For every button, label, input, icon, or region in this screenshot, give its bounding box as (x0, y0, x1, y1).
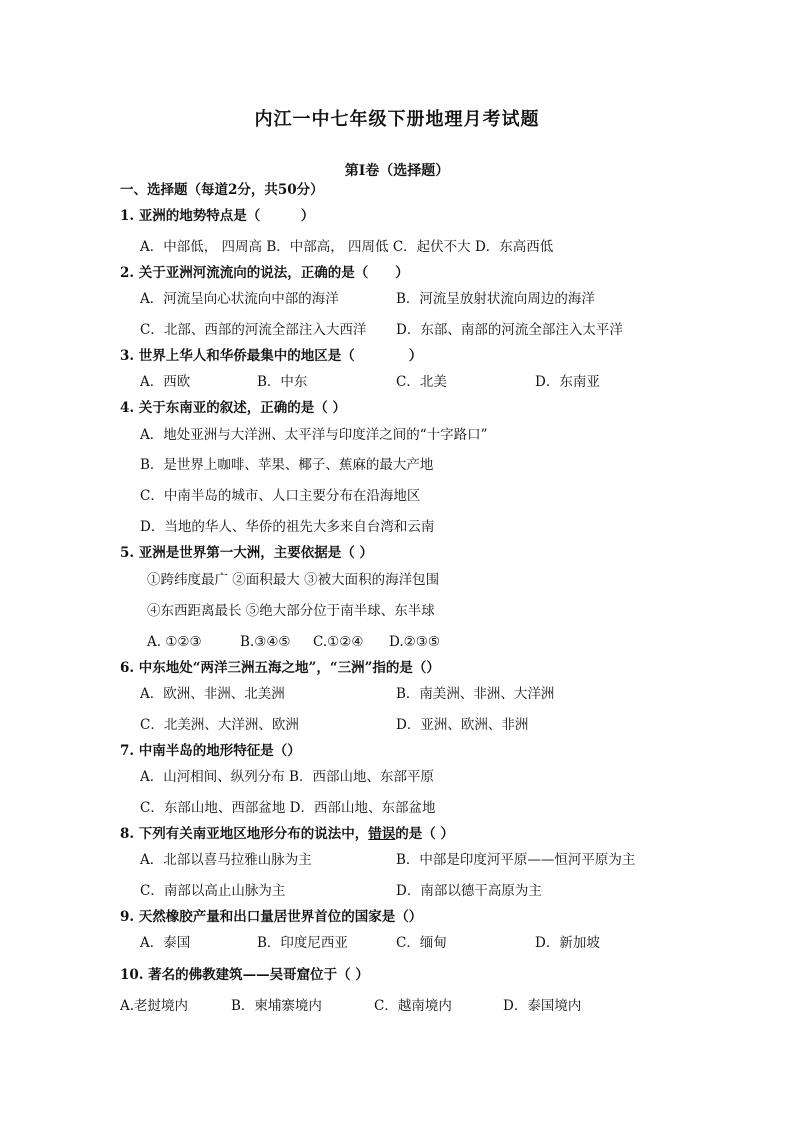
question-3-option-b: B．中东 (257, 374, 308, 390)
question-2-option-c: C．北部、西部的河流全部注入大西洋 (140, 322, 367, 338)
question-8-stem-after: 的是（ ） (395, 826, 454, 842)
question-5-option-c: C.①②④ (313, 634, 364, 650)
question-6-option-d: D．亚洲、欧洲、非洲 (396, 717, 529, 733)
question-3-option-d: D．东南亚 (535, 374, 600, 390)
question-8-stem (120, 825, 454, 843)
question-8-option-b: B．中部是印度河平原——恒河平原为主 (396, 852, 636, 868)
part-title: 第Ⅰ卷（选择题） (344, 163, 450, 179)
question-4-option-a: A．地处亚洲与大洋洲、太平洋与印度洋之间的“十字路口” (140, 427, 488, 443)
question-6-option-a: A．欧洲、非洲、北美洲 (140, 686, 285, 702)
question-8-option-d: D．南部以德干高原为主 (396, 883, 542, 899)
question-5-statements-2: ④东西距离最长 ⑤绝大部分位于南半球、东半球 (147, 603, 435, 619)
question-5-option-a: A. ①②③ (147, 634, 202, 650)
question-9-option-a: A．泰国 (140, 935, 191, 951)
question-7-options-ab: A．山河相间、纵列分布 B．西部山地、东部平原 (140, 769, 434, 785)
question-10-option-d: D．泰国境内 (503, 998, 582, 1014)
question-9-option-d: D．新加坡 (535, 935, 600, 951)
question-2-option-a: A．河流呈向心状流向中部的海洋 (140, 291, 339, 307)
question-6-stem: 6. 中东地处“两洋三洲五海之地”，“三洲”指的是（） (120, 660, 440, 676)
question-10-option-b: B．柬埔寨境内 (231, 998, 322, 1014)
question-10-stem: 10. 著名的佛教建筑——吴哥窟位于（ ） (120, 967, 369, 983)
question-4-stem: 4. 关于东南亚的叙述，正确的是（ ） (120, 400, 346, 416)
question-4-option-c: C．中南半岛的城市、人口主要分布在沿海地区 (140, 488, 421, 504)
question-5-option-b: B.③④⑤ (240, 634, 291, 650)
question-4-option-b: B．是世界上咖啡、苹果、椰子、蕉麻的最大产地 (140, 457, 434, 473)
question-10-option-c: C．越南境内 (374, 998, 452, 1014)
question-7-options-cd: C．东部山地、西部盆地 D．西部山地、东部盆地 (140, 800, 436, 816)
question-5-statements-1: ①跨纬度最广 ②面积最大 ③被大面积的海洋包围 (147, 572, 440, 588)
question-8-option-c: C．南部以高止山脉为主 (140, 883, 286, 899)
question-8-stem-before: 8. 下列有关南亚地区地形分布的说法中， (120, 826, 369, 842)
question-1-stem: 1. 亚洲的地势特点是（ ） (120, 208, 315, 224)
question-3-stem: 3. 世界上华人和华侨最集中的地区是（ ） (120, 348, 423, 364)
question-2-option-d: D．东部、南部的河流全部注入太平洋 (396, 322, 623, 338)
question-6-option-c: C．北美洲、大洋洲、欧洲 (140, 717, 299, 733)
question-5-option-d: D.②③⑤ (389, 634, 440, 650)
question-1-options: A．中部低， 四周高 B．中部高， 四周低 C．起伏不大 D．东高西低 (140, 239, 554, 255)
question-9-option-b: B．印度尼西亚 (257, 935, 348, 951)
question-5-stem: 5. 亚洲是世界第一大洲，主要依据是（ ） (120, 545, 373, 561)
question-10-option-a: A.老挝境内 (120, 998, 189, 1014)
exam-title: 内江一中七年级下册地理月考试题 (254, 109, 540, 130)
section-heading: 一、选择题（每道2分，共50分） (120, 182, 324, 198)
question-3-option-c: C．北美 (396, 374, 447, 390)
question-9-option-c: C．缅甸 (396, 935, 447, 951)
question-4-option-d: D．当地的华人、华侨的祖先大多来自台湾和云南 (140, 519, 435, 535)
question-7-stem: 7. 中南半岛的地形特征是（） (120, 743, 301, 759)
question-2-option-b: B．河流呈放射状流向周边的海洋 (396, 291, 595, 307)
question-6-option-b: B．南美洲、非洲、大洋洲 (396, 686, 555, 702)
question-8-stem-emphasis: 错误 (368, 826, 396, 842)
question-9-stem: 9. 天然橡胶产量和出口量居世界首位的国家是（） (120, 909, 423, 925)
question-3-option-a: A．西欧 (140, 374, 191, 390)
question-8-option-a: A．北部以喜马拉雅山脉为主 (140, 852, 312, 868)
question-2-stem: 2. 关于亚洲河流流向的说法，正确的是（ ） (120, 265, 409, 281)
